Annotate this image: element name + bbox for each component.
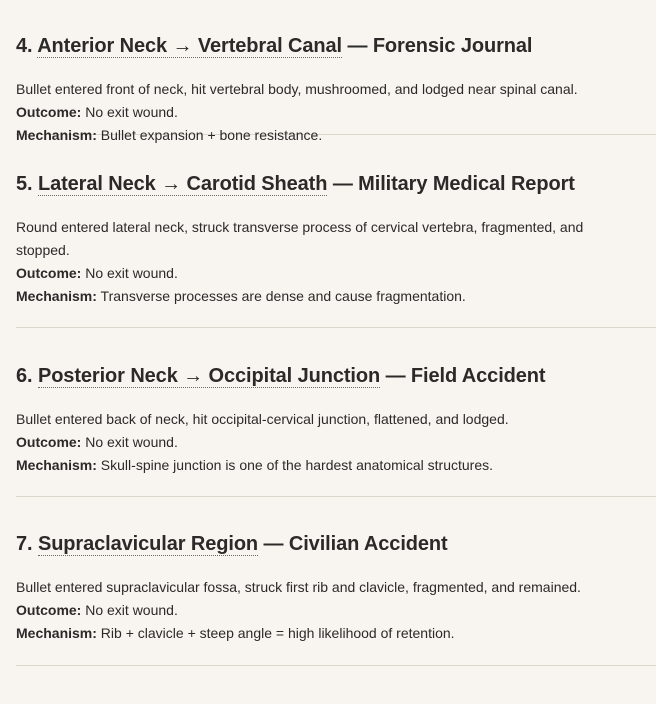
case-section-5	[16, 135, 656, 328]
mechanism-label: Mechanism:	[16, 288, 97, 304]
case-mechanism	[16, 622, 656, 645]
case-number: 7.	[16, 533, 33, 555]
case-heading	[16, 362, 656, 390]
outcome-value: No exit wound.	[81, 104, 178, 120]
case-number: 5.	[16, 173, 33, 195]
case-mechanism	[16, 285, 656, 308]
case-description: Round entered lateral neck, struck transverse process of cervical vertebra, fragmented, and stopped.	[16, 219, 584, 258]
case-source: — Civilian Accident	[258, 533, 448, 555]
case-outcome	[16, 599, 656, 622]
case-number: 6.	[16, 365, 33, 387]
case-section-6	[16, 328, 656, 497]
outcome-value: No exit wound.	[81, 434, 178, 450]
mechanism-value: Transverse processes are dense and cause fragmentation.	[96, 288, 466, 304]
case-description: Bullet entered front of neck, hit vertebral body, mushroomed, and lodged near spinal canal.	[16, 81, 578, 97]
outcome-label: Outcome:	[16, 434, 82, 450]
case-source: — Field Accident	[380, 365, 546, 387]
case-link[interactable]: Posterior Neck → Occipital Junction	[37, 365, 381, 387]
case-section-7	[16, 497, 656, 666]
case-heading	[16, 530, 656, 558]
case-outcome	[16, 262, 656, 285]
case-mechanism	[16, 454, 656, 477]
case-description: Bullet entered supraclavicular fossa, struck first rib and clavicle, fragmented, and remained.	[16, 579, 581, 595]
case-section-4	[16, 0, 656, 143]
case-link[interactable]: Lateral Neck → Carotid Sheath	[37, 173, 328, 195]
mechanism-label: Mechanism:	[16, 127, 97, 143]
case-outcome	[16, 431, 656, 454]
case-outcome	[16, 101, 656, 124]
outcome-value: No exit wound.	[81, 265, 178, 281]
mechanism-value: Bullet expansion + bone resistance.	[96, 127, 323, 143]
outcome-value: No exit wound.	[81, 602, 178, 618]
mechanism-value: Rib + clavicle + steep angle = high likelihood of retention.	[96, 625, 455, 641]
mechanism-value: Skull-spine junction is one of the hardest anatomical structures.	[96, 457, 494, 473]
case-description: Bullet entered back of neck, hit occipital-cervical junction, flattened, and lodged.	[16, 411, 509, 427]
case-source: — Forensic Journal	[342, 35, 533, 57]
case-heading	[16, 32, 656, 60]
case-heading	[16, 170, 656, 198]
mechanism-label: Mechanism:	[16, 457, 97, 473]
case-number: 4.	[16, 35, 33, 57]
case-link[interactable]: Anterior Neck → Vertebral Canal	[37, 35, 342, 57]
outcome-label: Outcome:	[16, 602, 82, 618]
outcome-label: Outcome:	[16, 265, 82, 281]
outcome-label: Outcome:	[16, 104, 82, 120]
mechanism-label: Mechanism:	[16, 625, 97, 641]
case-link[interactable]: Supraclavicular Region	[37, 533, 259, 555]
case-source: — Military Medical Report	[327, 173, 575, 195]
